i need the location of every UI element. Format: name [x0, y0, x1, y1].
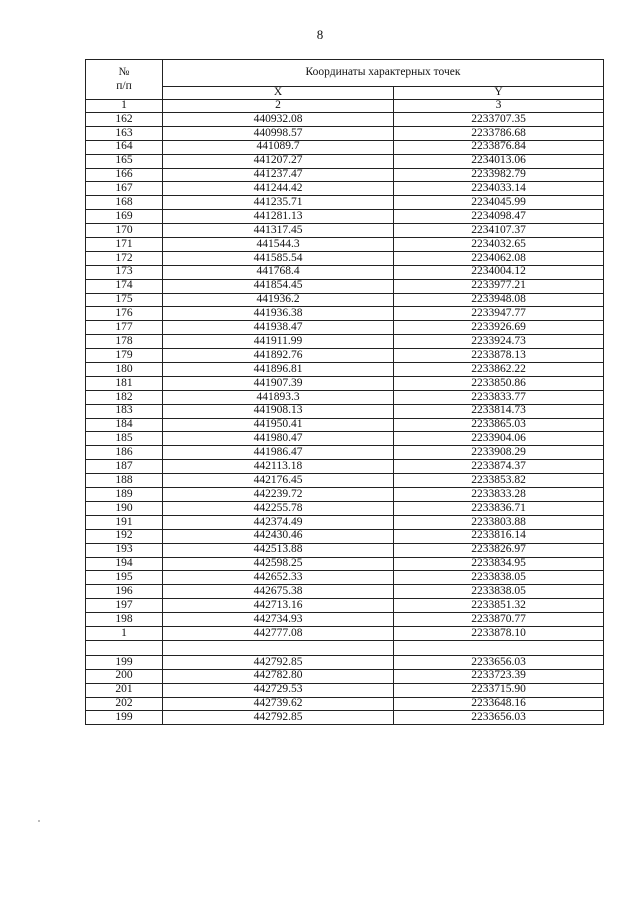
cell-x: 441089.7: [163, 140, 394, 154]
cell-y: 2233656.03: [394, 711, 604, 725]
cell-x: 442513.88: [163, 543, 394, 557]
table-row: [86, 446, 604, 460]
cell-point-number: 190: [86, 501, 163, 515]
table-row: [86, 363, 604, 377]
cell-point-number: 180: [86, 363, 163, 377]
cell-y: 2233947.77: [394, 307, 604, 321]
cell-x: 442792.85: [163, 655, 394, 669]
cell-point-number: 182: [86, 390, 163, 404]
cell-point-number: 183: [86, 404, 163, 418]
cell-y: 2233850.86: [394, 376, 604, 390]
cell-y: 2233803.88: [394, 515, 604, 529]
cell-point-number: 192: [86, 529, 163, 543]
scan-speck: [38, 820, 40, 822]
table-row: [86, 571, 604, 585]
cell-y: 2234032.65: [394, 238, 604, 252]
cell-y: 2234098.47: [394, 210, 604, 224]
cell-y: 2234045.99: [394, 196, 604, 210]
cell-point-number: 189: [86, 488, 163, 502]
column-index-3: 3: [394, 100, 604, 113]
coordinates-table: [85, 59, 604, 725]
cell-point-number: 198: [86, 613, 163, 627]
cell-y: 2234004.12: [394, 265, 604, 279]
table-row: [86, 432, 604, 446]
cell-point-number: 185: [86, 432, 163, 446]
table-row: [86, 126, 604, 140]
cell-point-number: [86, 640, 163, 655]
table-row: [86, 390, 604, 404]
column-index-2: 2: [163, 100, 394, 113]
cell-x: 441936.2: [163, 293, 394, 307]
table-row: [86, 293, 604, 307]
cell-y: 2233648.16: [394, 697, 604, 711]
table-row: [86, 683, 604, 697]
cell-y: 2233904.06: [394, 432, 604, 446]
table-row: [86, 488, 604, 502]
table-row: [86, 655, 604, 669]
cell-x: 442792.85: [163, 711, 394, 725]
table-row: [86, 168, 604, 182]
cell-x: 441768.4: [163, 265, 394, 279]
cell-point-number: 196: [86, 585, 163, 599]
cell-x: 442430.46: [163, 529, 394, 543]
table-row: [86, 669, 604, 683]
cell-y: 2233833.77: [394, 390, 604, 404]
cell-y: 2233851.32: [394, 599, 604, 613]
cell-point-number: 167: [86, 182, 163, 196]
table-row: [86, 113, 604, 127]
cell-y: 2233870.77: [394, 613, 604, 627]
cell-point-number: 163: [86, 126, 163, 140]
cell-y: 2233836.71: [394, 501, 604, 515]
cell-x: 442734.93: [163, 613, 394, 627]
cell-point-number: 195: [86, 571, 163, 585]
cell-y: 2233838.05: [394, 571, 604, 585]
table-row: [86, 154, 604, 168]
cell-y: 2233838.05: [394, 585, 604, 599]
cell-y: 2233876.84: [394, 140, 604, 154]
cell-point-number: 175: [86, 293, 163, 307]
cell-y: 2233833.28: [394, 488, 604, 502]
cell-point-number: 168: [86, 196, 163, 210]
cell-y: 2233834.95: [394, 557, 604, 571]
table-row: [86, 210, 604, 224]
cell-x: 440932.08: [163, 113, 394, 127]
table-row: [86, 515, 604, 529]
cell-y: 2233786.68: [394, 126, 604, 140]
cell-y: 2233862.22: [394, 363, 604, 377]
cell-point-number: 172: [86, 251, 163, 265]
cell-x: 441936.38: [163, 307, 394, 321]
cell-x: 441235.71: [163, 196, 394, 210]
cell-x: 442176.45: [163, 474, 394, 488]
table-row: [86, 418, 604, 432]
cell-point-number: 171: [86, 238, 163, 252]
cell-point-number: 188: [86, 474, 163, 488]
cell-point-number: 181: [86, 376, 163, 390]
cell-x: 442239.72: [163, 488, 394, 502]
cell-x: 442729.53: [163, 683, 394, 697]
cell-x: 441986.47: [163, 446, 394, 460]
cell-x: 442374.49: [163, 515, 394, 529]
cell-point-number: 179: [86, 349, 163, 363]
header-coordinates-title: Координаты характерных точек: [163, 60, 604, 87]
cell-y: 2233814.73: [394, 404, 604, 418]
cell-x: 441911.99: [163, 335, 394, 349]
cell-point-number: 165: [86, 154, 163, 168]
cell-y: 2233878.13: [394, 349, 604, 363]
table-row: [86, 182, 604, 196]
table-row: [86, 613, 604, 627]
cell-x: 442782.80: [163, 669, 394, 683]
cell-x: 441907.39: [163, 376, 394, 390]
table-row: [86, 557, 604, 571]
cell-x: 441317.45: [163, 224, 394, 238]
cell-y: [394, 640, 604, 655]
table-row: [86, 196, 604, 210]
cell-y: 2234013.06: [394, 154, 604, 168]
cell-point-number: 176: [86, 307, 163, 321]
table-separator-row: [86, 640, 604, 655]
cell-x: 442598.25: [163, 557, 394, 571]
cell-point-number: 202: [86, 697, 163, 711]
table-row: [86, 140, 604, 154]
cell-y: 2233816.14: [394, 529, 604, 543]
table-row: [86, 711, 604, 725]
cell-y: 2233924.73: [394, 335, 604, 349]
cell-x: 442777.08: [163, 626, 394, 640]
table-row: [86, 543, 604, 557]
cell-point-number: 197: [86, 599, 163, 613]
cell-y: 2233977.21: [394, 279, 604, 293]
cell-point-number: 164: [86, 140, 163, 154]
table-row: [86, 474, 604, 488]
cell-point-number: 178: [86, 335, 163, 349]
table-header-axis-row: [86, 87, 604, 100]
cell-y: 2233826.97: [394, 543, 604, 557]
cell-x: 442652.33: [163, 571, 394, 585]
cell-x: 442113.18: [163, 460, 394, 474]
cell-x: 441854.45: [163, 279, 394, 293]
header-point-number: [86, 60, 163, 100]
cell-point-number: 193: [86, 543, 163, 557]
cell-point-number: 194: [86, 557, 163, 571]
table-row: [86, 501, 604, 515]
table-row: [86, 335, 604, 349]
page-number: 8: [316, 27, 324, 42]
table-row: [86, 251, 604, 265]
cell-x: 441938.47: [163, 321, 394, 335]
cell-x: 441908.13: [163, 404, 394, 418]
cell-y: 2233878.10: [394, 626, 604, 640]
cell-point-number: 186: [86, 446, 163, 460]
cell-x: 441544.3: [163, 238, 394, 252]
cell-x: 442255.78: [163, 501, 394, 515]
header-col-x: X: [163, 87, 394, 100]
table-row: [86, 279, 604, 293]
table-row: [86, 529, 604, 543]
table-row: [86, 265, 604, 279]
cell-point-number: 187: [86, 460, 163, 474]
table-row: [86, 376, 604, 390]
cell-x: 440998.57: [163, 126, 394, 140]
cell-y: 2234033.14: [394, 182, 604, 196]
cell-x: 442713.16: [163, 599, 394, 613]
cell-point-number: 169: [86, 210, 163, 224]
cell-y: 2233707.35: [394, 113, 604, 127]
table-row: [86, 585, 604, 599]
table-row: [86, 224, 604, 238]
header-num-sign: №: [118, 66, 130, 79]
table-row: [86, 697, 604, 711]
cell-x: 441585.54: [163, 251, 394, 265]
cell-point-number: 174: [86, 279, 163, 293]
cell-point-number: 191: [86, 515, 163, 529]
table-row: [86, 404, 604, 418]
cell-point-number: 162: [86, 113, 163, 127]
cell-y: 2233865.03: [394, 418, 604, 432]
cell-y: 2233948.08: [394, 293, 604, 307]
cell-x: [163, 640, 394, 655]
cell-y: 2233982.79: [394, 168, 604, 182]
cell-y: 2233853.82: [394, 474, 604, 488]
cell-x: 441281.13: [163, 210, 394, 224]
cell-y: 2233874.37: [394, 460, 604, 474]
cell-x: 442675.38: [163, 585, 394, 599]
table-row: [86, 349, 604, 363]
table-row: [86, 321, 604, 335]
table-column-index-row: [86, 100, 604, 113]
cell-y: 2233723.39: [394, 669, 604, 683]
cell-y: 2233715.90: [394, 683, 604, 697]
column-index-1: 1: [86, 100, 163, 113]
cell-x: 441893.3: [163, 390, 394, 404]
header-num-abbrev: п/п: [116, 79, 132, 92]
cell-point-number: 184: [86, 418, 163, 432]
table-row: [86, 238, 604, 252]
header-col-y: Y: [394, 87, 604, 100]
cell-y: 2234107.37: [394, 224, 604, 238]
cell-y: 2233908.29: [394, 446, 604, 460]
cell-point-number: 170: [86, 224, 163, 238]
cell-x: 441980.47: [163, 432, 394, 446]
cell-point-number: 166: [86, 168, 163, 182]
table-header-row: [86, 60, 604, 87]
cell-x: 441950.41: [163, 418, 394, 432]
cell-point-number: 199: [86, 711, 163, 725]
cell-y: 2233656.03: [394, 655, 604, 669]
cell-point-number: 177: [86, 321, 163, 335]
cell-x: 441892.76: [163, 349, 394, 363]
cell-x: 441896.81: [163, 363, 394, 377]
cell-point-number: 1: [86, 626, 163, 640]
cell-point-number: 201: [86, 683, 163, 697]
cell-x: 442739.62: [163, 697, 394, 711]
cell-point-number: 199: [86, 655, 163, 669]
cell-point-number: 173: [86, 265, 163, 279]
cell-x: 441207.27: [163, 154, 394, 168]
table-row: [86, 599, 604, 613]
table-row: [86, 460, 604, 474]
cell-x: 441244.42: [163, 182, 394, 196]
table-row: [86, 626, 604, 640]
cell-point-number: 200: [86, 669, 163, 683]
cell-x: 441237.47: [163, 168, 394, 182]
cell-y: 2233926.69: [394, 321, 604, 335]
table-row: [86, 307, 604, 321]
cell-y: 2234062.08: [394, 251, 604, 265]
